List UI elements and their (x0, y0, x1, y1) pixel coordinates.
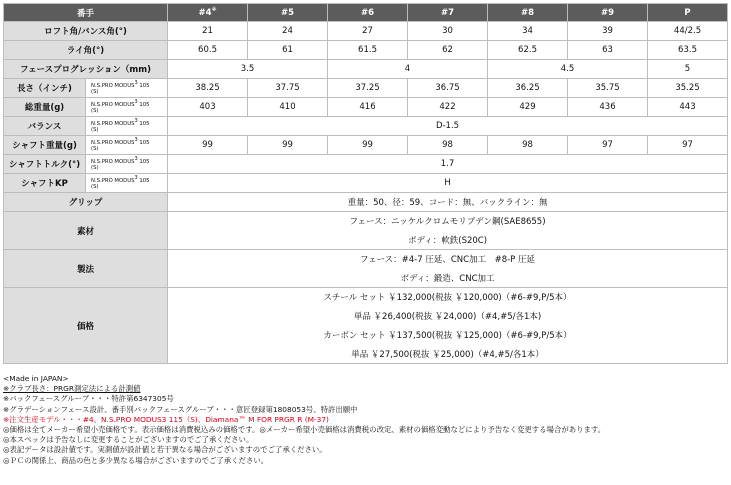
cell: 36.25 (488, 79, 568, 98)
cell: 416 (328, 98, 408, 117)
cell: 34 (488, 22, 568, 41)
cell: 37.25 (328, 79, 408, 98)
note-color: ◎ＰＣの関係上、商品の色と多少異なる場合がございますのでご了承ください。 (3, 455, 269, 465)
cell: 99 (328, 136, 408, 155)
header-row (4, 4, 728, 22)
cell: 429 (488, 98, 568, 117)
shaft-weight-row (4, 136, 728, 155)
note-order: ※注文生産モデル・・・#4、N.S.PRO MODUS3 115（S)、Diamana™ M FOR PRGR R (M-37) (3, 414, 329, 424)
balance-row (4, 117, 728, 136)
weight-row (4, 98, 728, 117)
grip-row (4, 193, 728, 212)
shaft-name: N.S.PRO MODUS$^3$ 105 (S) (86, 79, 168, 98)
cell: H (168, 174, 728, 193)
cell: 62 (408, 41, 488, 60)
note-price: ◎価格は全てメーカー希望小売価格です。表示価格は消費税込みの価格です。◎メーカー希望小売価格は消費税の改定、素材の価格変動などにより予告なく変更する場合があります。 (3, 425, 606, 435)
cell: 98 (408, 136, 488, 155)
cell: カーボン セット ￥137,500(税抜 ￥125,000)（#6-#9,P/5本） (168, 326, 728, 345)
cell: 35.25 (648, 79, 728, 98)
cell: 3.5 (168, 60, 328, 79)
cell: 98 (488, 136, 568, 155)
header-col-8: #8 (488, 4, 568, 22)
balance-label: バランス (4, 117, 86, 136)
note-origin: <Made in JAPAN> (3, 374, 69, 383)
cell: フェース：ニッケルクロムモリブデン鋼(SAE8655) (168, 212, 728, 231)
cell: 44/2.5 (648, 22, 728, 41)
material-label: 素材 (4, 212, 168, 250)
cell: 37.75 (248, 79, 328, 98)
loft-label: ロフト角/バンス角(°) (4, 22, 168, 41)
cell: 99 (168, 136, 248, 155)
header-label: 番手 (4, 4, 168, 22)
cell: 4.5 (488, 60, 648, 79)
material-row (4, 212, 728, 231)
torque-label: シャフトトルク(°) (4, 155, 86, 174)
length-row (4, 79, 728, 98)
cell: 61.5 (328, 41, 408, 60)
cell: 443 (648, 98, 728, 117)
shaft-name: N.S.PRO MODUS$^3$ 105 (S) (86, 174, 168, 193)
note-design: ※グラデーションフェース設計、番手別バックフェースグルーブ・・・意匠登録第1808053号、特許出願中 (3, 404, 358, 414)
grip-label: グリップ (4, 193, 168, 212)
cell: ボディ：軟鉄(S20C) (168, 231, 728, 250)
method-label: 製法 (4, 250, 168, 288)
price-row (4, 288, 728, 307)
header-col-5: #5 (248, 4, 328, 22)
header-col-9: #9 (568, 4, 648, 22)
price-label: 価格 (4, 288, 168, 364)
progression-label: フェースプログレッション（mm) (4, 60, 168, 79)
cell: 単品 ￥27,500(税抜 ￥25,000)（#4,#5/各1本） (168, 345, 728, 364)
cell: 35.75 (568, 79, 648, 98)
cell: ボディ：鍛造、CNC加工 (168, 269, 728, 288)
cell: 61 (248, 41, 328, 60)
cell: 410 (248, 98, 328, 117)
cell: 単品 ￥26,400(税抜 ￥24,000)（#4,#5/各1本) (168, 307, 728, 326)
shaft-name: N.S.PRO MODUS$^3$ 105 (S) (86, 136, 168, 155)
lie-row (4, 41, 728, 60)
notes (3, 374, 727, 466)
cell: 4 (328, 60, 488, 79)
header-col-7: #7 (408, 4, 488, 22)
note-patent: ※バックフェースグルーブ・・・特許第6347305号 (3, 394, 174, 404)
cell: 63 (568, 41, 648, 60)
cell: D-1.5 (168, 117, 728, 136)
length-label: 長さ（インチ) (4, 79, 86, 98)
cell: 39 (568, 22, 648, 41)
cell: 38.25 (168, 79, 248, 98)
cell: 重量：50、径：59、コード：無、バックライン：無 (168, 193, 728, 212)
cell: スチール セット ￥132,000(税抜 ￥120,000)（#6-#9,P/5本） (168, 288, 728, 307)
shaft-weight-label: シャフト重量(g) (4, 136, 86, 155)
cell: 62.5 (488, 41, 568, 60)
cell: 97 (648, 136, 728, 155)
cell: 97 (568, 136, 648, 155)
shaft-name: N.S.PRO MODUS$^3$ 105 (S) (86, 98, 168, 117)
header-col-p: P (648, 4, 728, 22)
progression-row (4, 60, 728, 79)
lie-label: ライ角(°) (4, 41, 168, 60)
cell: 63.5 (648, 41, 728, 60)
weight-label: 総重量(g) (4, 98, 86, 117)
cell: 99 (248, 136, 328, 155)
cell: フェース：#4-7 圧延、CNC加工 #8-P 圧延 (168, 250, 728, 269)
cell: 24 (248, 22, 328, 41)
cell: 436 (568, 98, 648, 117)
header-col-6: #6 (328, 4, 408, 22)
shaft-name: N.S.PRO MODUS$^3$ 105 (S) (86, 117, 168, 136)
cell: 60.5 (168, 41, 248, 60)
kp-label: シャフトKP (4, 174, 86, 193)
cell: 30 (408, 22, 488, 41)
loft-row (4, 22, 728, 41)
cell: 36.75 (408, 79, 488, 98)
cell: 422 (408, 98, 488, 117)
cell: 5 (648, 60, 728, 79)
shaft-name: N.S.PRO MODUS$^3$ 105 (S) (86, 155, 168, 174)
cell: 1.7 (168, 155, 728, 174)
note-data: ◎表記データは設計値です。実測値が設計値と若干異なる場合がございますのでご了承ください。 (3, 445, 327, 455)
kp-row (4, 174, 728, 193)
cell: 403 (168, 98, 248, 117)
header-col-4: #4※ (168, 4, 248, 22)
note-length: ※クラブ長さ：PRGR測定法による計測値 (3, 384, 141, 394)
cell: 21 (168, 22, 248, 41)
method-row (4, 250, 728, 269)
cell: 27 (328, 22, 408, 41)
torque-row (4, 155, 728, 174)
note-spec: ◎本スペックは予告なしに変更することがございますのでご了承ください。 (3, 435, 254, 445)
spec-table (3, 3, 728, 364)
